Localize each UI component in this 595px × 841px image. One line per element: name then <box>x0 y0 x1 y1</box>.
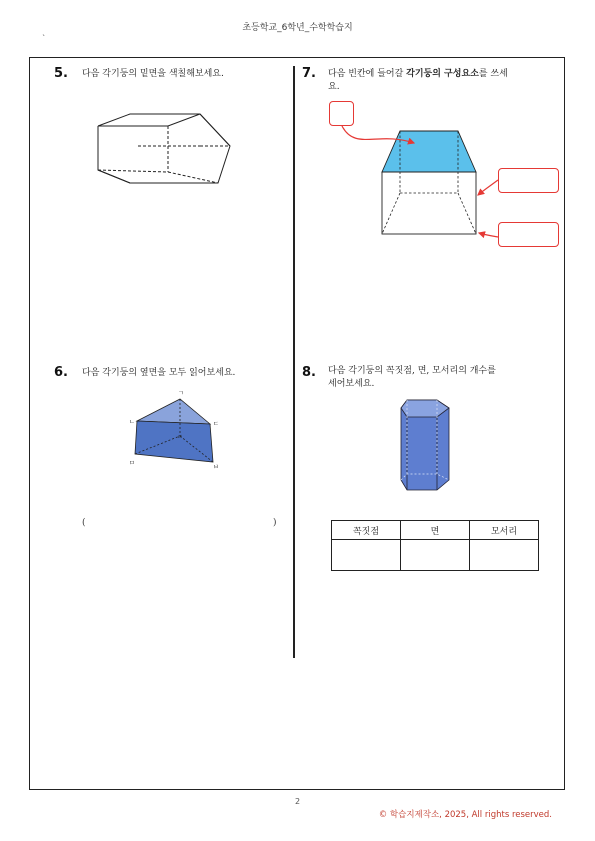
vertex-label-b: ㅂ <box>213 464 219 471</box>
answer-cell-vertices[interactable] <box>332 540 401 571</box>
answer-box-edge[interactable] <box>498 222 559 247</box>
vertex-label-n: ㄴ <box>129 419 135 426</box>
page-header: 초등학교_6학년_수학학습지 <box>242 23 353 33</box>
q7-text-part1: 다음 빈칸에 들어갈 <box>328 69 407 79</box>
triangular-prism-figure <box>125 388 225 470</box>
q6-answer-area[interactable] <box>90 514 270 530</box>
q8-text-line2: 세어보세요. <box>328 379 375 389</box>
question-5-number: 5. <box>54 66 68 81</box>
count-table-answer-row <box>332 540 539 571</box>
question-7-text <box>328 68 538 94</box>
hexagonal-prism-figure <box>393 394 457 494</box>
header-mark: ` <box>42 34 46 43</box>
question-7-number: 7. <box>302 66 316 81</box>
answer-box-base[interactable] <box>329 101 354 126</box>
page-number: 2 <box>294 797 301 806</box>
question-6-text: 다음 각기둥의 옆면을 모두 읽어보세요. <box>82 368 236 378</box>
question-8-text <box>328 365 538 391</box>
header-faces: 면 <box>401 521 470 540</box>
header-edges: 모서리 <box>470 521 539 540</box>
pentagonal-prism-figure <box>90 106 240 190</box>
q7-text-line2: 요. <box>328 82 340 92</box>
count-table <box>331 520 539 571</box>
copyright-notice: © 학습지제작소, 2025, All rights reserved. <box>378 810 552 820</box>
answer-cell-edges[interactable] <box>470 540 539 571</box>
q7-text-bold: 각기둥의 구성요소 <box>406 69 479 79</box>
question-6-number: 6. <box>54 365 68 380</box>
answer-paren-close: ) <box>273 518 277 528</box>
answer-cell-faces[interactable] <box>401 540 470 571</box>
q7-text-part2: 를 쓰세 <box>478 69 508 79</box>
vertex-label-r: ㄹ <box>177 434 183 441</box>
question-8-number: 8. <box>302 365 316 380</box>
vertex-label-m: ㅁ <box>129 460 135 467</box>
answer-box-side-face[interactable] <box>498 168 559 193</box>
question-5-text: 다음 각기둥의 밑면을 색칠해보세요. <box>82 69 224 79</box>
vertex-label-d: ㄷ <box>213 421 219 428</box>
q8-text-line1: 다음 각기둥의 꼭짓점, 면, 모서리의 개수를 <box>328 366 496 376</box>
header-vertices: 꼭짓점 <box>332 521 401 540</box>
answer-paren-open: ( <box>82 518 86 528</box>
column-divider <box>293 66 295 658</box>
vertex-label-g: ㄱ <box>178 390 184 397</box>
count-table-header-row <box>332 521 539 540</box>
